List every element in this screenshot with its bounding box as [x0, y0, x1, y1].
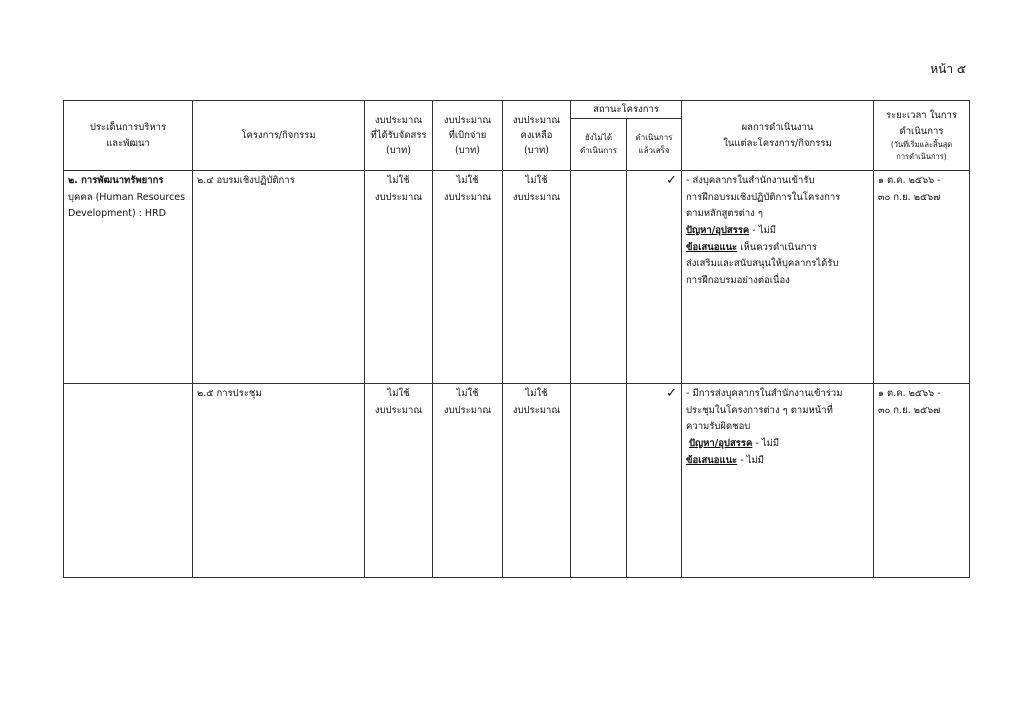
suggest-label: ข้อเสนอแนะ	[686, 454, 738, 466]
header-budget-disbursed: งบประมาณ ที่เบิกจ่าย (บาท)	[433, 101, 503, 171]
header-status-not-started: ยังไม่ได้ ดำเนินการ	[571, 119, 627, 171]
period-cell: ๑ ต.ค. ๒๕๖๖ - ๓๐ ก.ย. ๒๕๖๗	[874, 384, 970, 578]
header-results: ผลการดำเนินงาน ในแต่ละโครงการ/กิจกรรม	[682, 101, 874, 171]
header-project: โครงการ/กิจกรรม	[193, 101, 365, 171]
suggest-label: ข้อเสนอแนะ	[686, 241, 738, 253]
results-cell: - ส่งบุคลากรในสำนักงานเข้ารับ การฝึกอบรมเชิงปฏิบัติการในโครงการ ตามหลักสูตรต่าง ๆ ปัญหา/อุปสรรค - ไม่มี ข้อเสนอแนะ เห็นควรดำเนินการ ส่งเสริมและสนับสนุนให้บุคลากรได้รับ การฝึกอบรมอย่างต่อเนื่อง	[682, 171, 874, 384]
budget-remaining-cell: ไม่ใช้ งบประมาณ	[503, 171, 571, 384]
header-status: สถานะโครงการ	[571, 101, 682, 119]
table-row	[64, 384, 970, 578]
status-not-started-cell	[571, 384, 627, 578]
project-cell: ๒.๕ การประชุม	[193, 384, 365, 578]
budget-remaining-cell: ไม่ใช้ งบประมาณ	[503, 384, 571, 578]
report-table	[63, 100, 970, 578]
header-period: ระยะเวลา ในการ ดำเนินการ (วันที่เริ่มและสิ้นสุด การดำเนินการ)	[874, 101, 970, 171]
budget-allocated-cell: ไม่ใช้ งบประมาณ	[365, 384, 433, 578]
check-mark-icon: ✓	[627, 384, 682, 578]
table-row	[64, 171, 970, 384]
header-status-done: ดำเนินการ แล้วเสร็จ	[627, 119, 682, 171]
budget-allocated-cell: ไม่ใช้ งบประมาณ	[365, 171, 433, 384]
problem-label: ปัญหา/อุปสรรค	[686, 225, 750, 237]
project-cell: ๒.๔ อบรมเชิงปฏิบัติการ	[193, 171, 365, 384]
budget-disbursed-cell: ไม่ใช้ งบประมาณ	[433, 384, 503, 578]
header-budget-allocated: งบประมาณ ที่ได้รับจัดสรร (บาท)	[365, 101, 433, 171]
header-issue: ประเด็นการบริหาร และพัฒนา	[64, 101, 193, 171]
issue-cell	[64, 384, 193, 578]
page-number: หน้า ๕	[930, 62, 966, 76]
period-cell: ๑ ต.ค. ๒๕๖๖ - ๓๐ ก.ย. ๒๕๖๗	[874, 171, 970, 384]
results-cell: - มีการส่งบุคลากรในสำนักงานเข้าร่วม ประชุมในโครงการต่าง ๆ ตามหน้าที่ ความรับผิดชอบ ปัญหา/อุปสรรค - ไม่มี ข้อเสนอแนะ - ไม่มี	[682, 384, 874, 578]
check-mark-icon: ✓	[627, 171, 682, 384]
budget-disbursed-cell: ไม่ใช้ งบประมาณ	[433, 171, 503, 384]
status-not-started-cell	[571, 171, 627, 384]
header-budget-remaining: งบประมาณ คงเหลือ (บาท)	[503, 101, 571, 171]
problem-label: ปัญหา/อุปสรรค	[689, 438, 753, 450]
issue-cell: ๒. การพัฒนาทรัพยากร บุคคล (Human Resources Development) : HRD	[64, 171, 193, 384]
